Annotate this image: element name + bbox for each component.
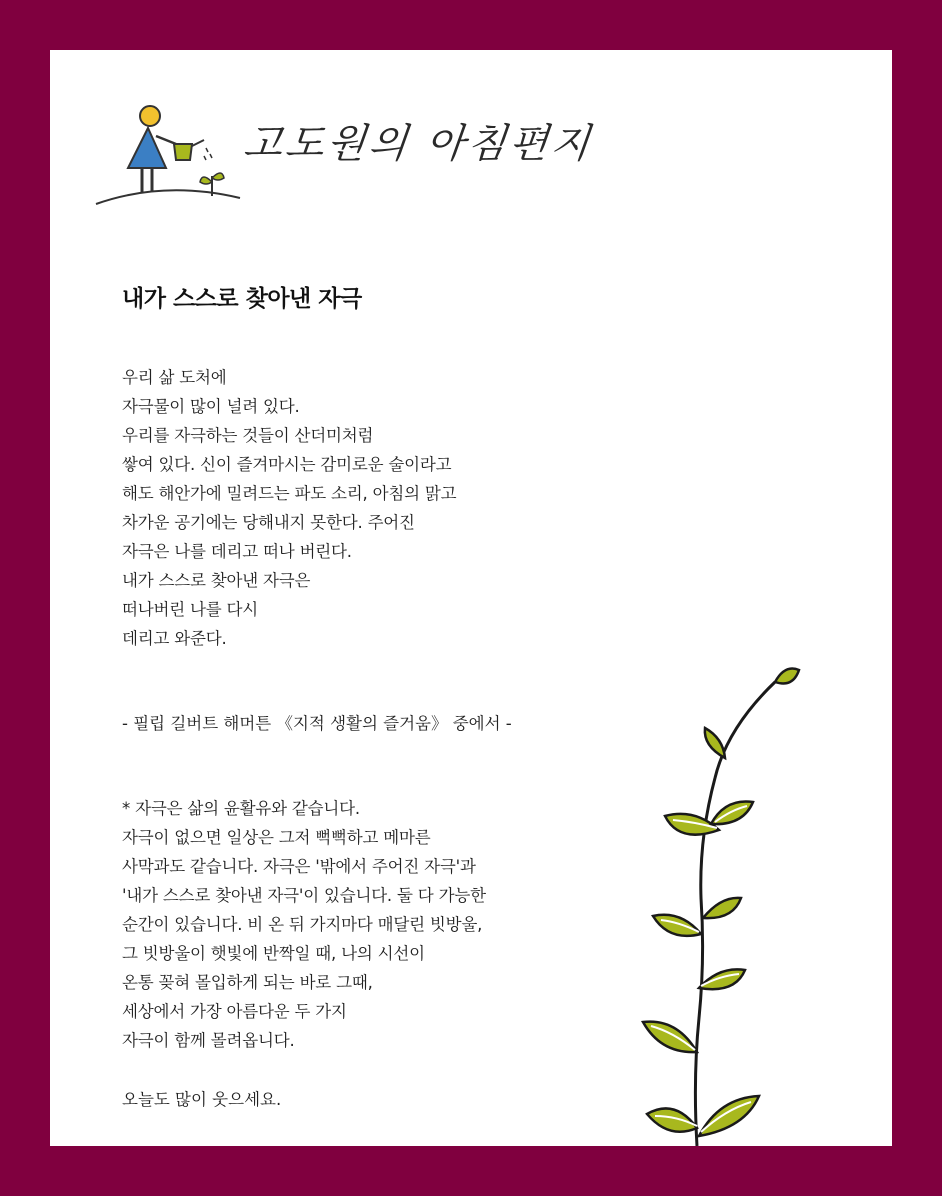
watering-person-icon [94,100,244,210]
brand-title: 고도원의 아침편지 [241,121,595,167]
vine-leaves-icon [635,658,805,1146]
commentary-line: 자극이 함께 몰려옵니다. [122,1031,295,1050]
quote-line: 자극물이 많이 널려 있다. [122,397,300,416]
quote-line: 자극은 나를 데리고 떠나 버린다. [122,542,352,561]
commentary-line: 그 빗방울이 햇빛에 반짝일 때, 나의 시선이 [122,944,425,963]
quote-line: 우리 삶 도처에 [122,368,227,387]
quote-line: 내가 스스로 찾아낸 자극은 [122,571,311,590]
closing-line: 오늘도 많이 웃으세요. [122,1090,282,1109]
quote-text [122,363,456,653]
commentary-line: 순간이 있습니다. 비 온 뒤 가지마다 매달린 빗방울, [122,915,483,934]
commentary-line: 세상에서 가장 아름다운 두 가지 [122,1002,347,1021]
article-title: 내가 스스로 찾아낸 자극 [122,286,362,312]
quote-line: 쌓여 있다. 신이 즐겨마시는 감미로운 술이라고 [122,455,452,474]
quote-line: 차가운 공기에는 당해내지 못한다. 주어진 [122,513,415,532]
quote-line: 데리고 와준다. [122,629,227,648]
commentary-text [122,794,486,1055]
commentary-line: * 자극은 삶의 윤활유와 같습니다. [122,799,360,818]
letter-card [50,50,892,1146]
quote-line: 우리를 자극하는 것들이 산더미처럼 [122,426,374,445]
commentary-line: 사막과도 같습니다. 자극은 '밖에서 주어진 자극'과 [122,857,476,876]
commentary-line: 자극이 없으면 일상은 그저 뻑뻑하고 메마른 [122,828,431,847]
quote-source: - 필립 길버트 해머튼 《지적 생활의 즐거움》 중에서 - [122,714,512,733]
quote-line: 해도 해안가에 밀려드는 파도 소리, 아침의 맑고 [122,484,457,503]
quote-line: 떠나버린 나를 다시 [122,600,259,619]
commentary-line: 온통 꽂혀 몰입하게 되는 바로 그때, [122,973,373,992]
commentary-line: '내가 스스로 찾아낸 자극'이 있습니다. 둘 다 가능한 [122,886,486,905]
